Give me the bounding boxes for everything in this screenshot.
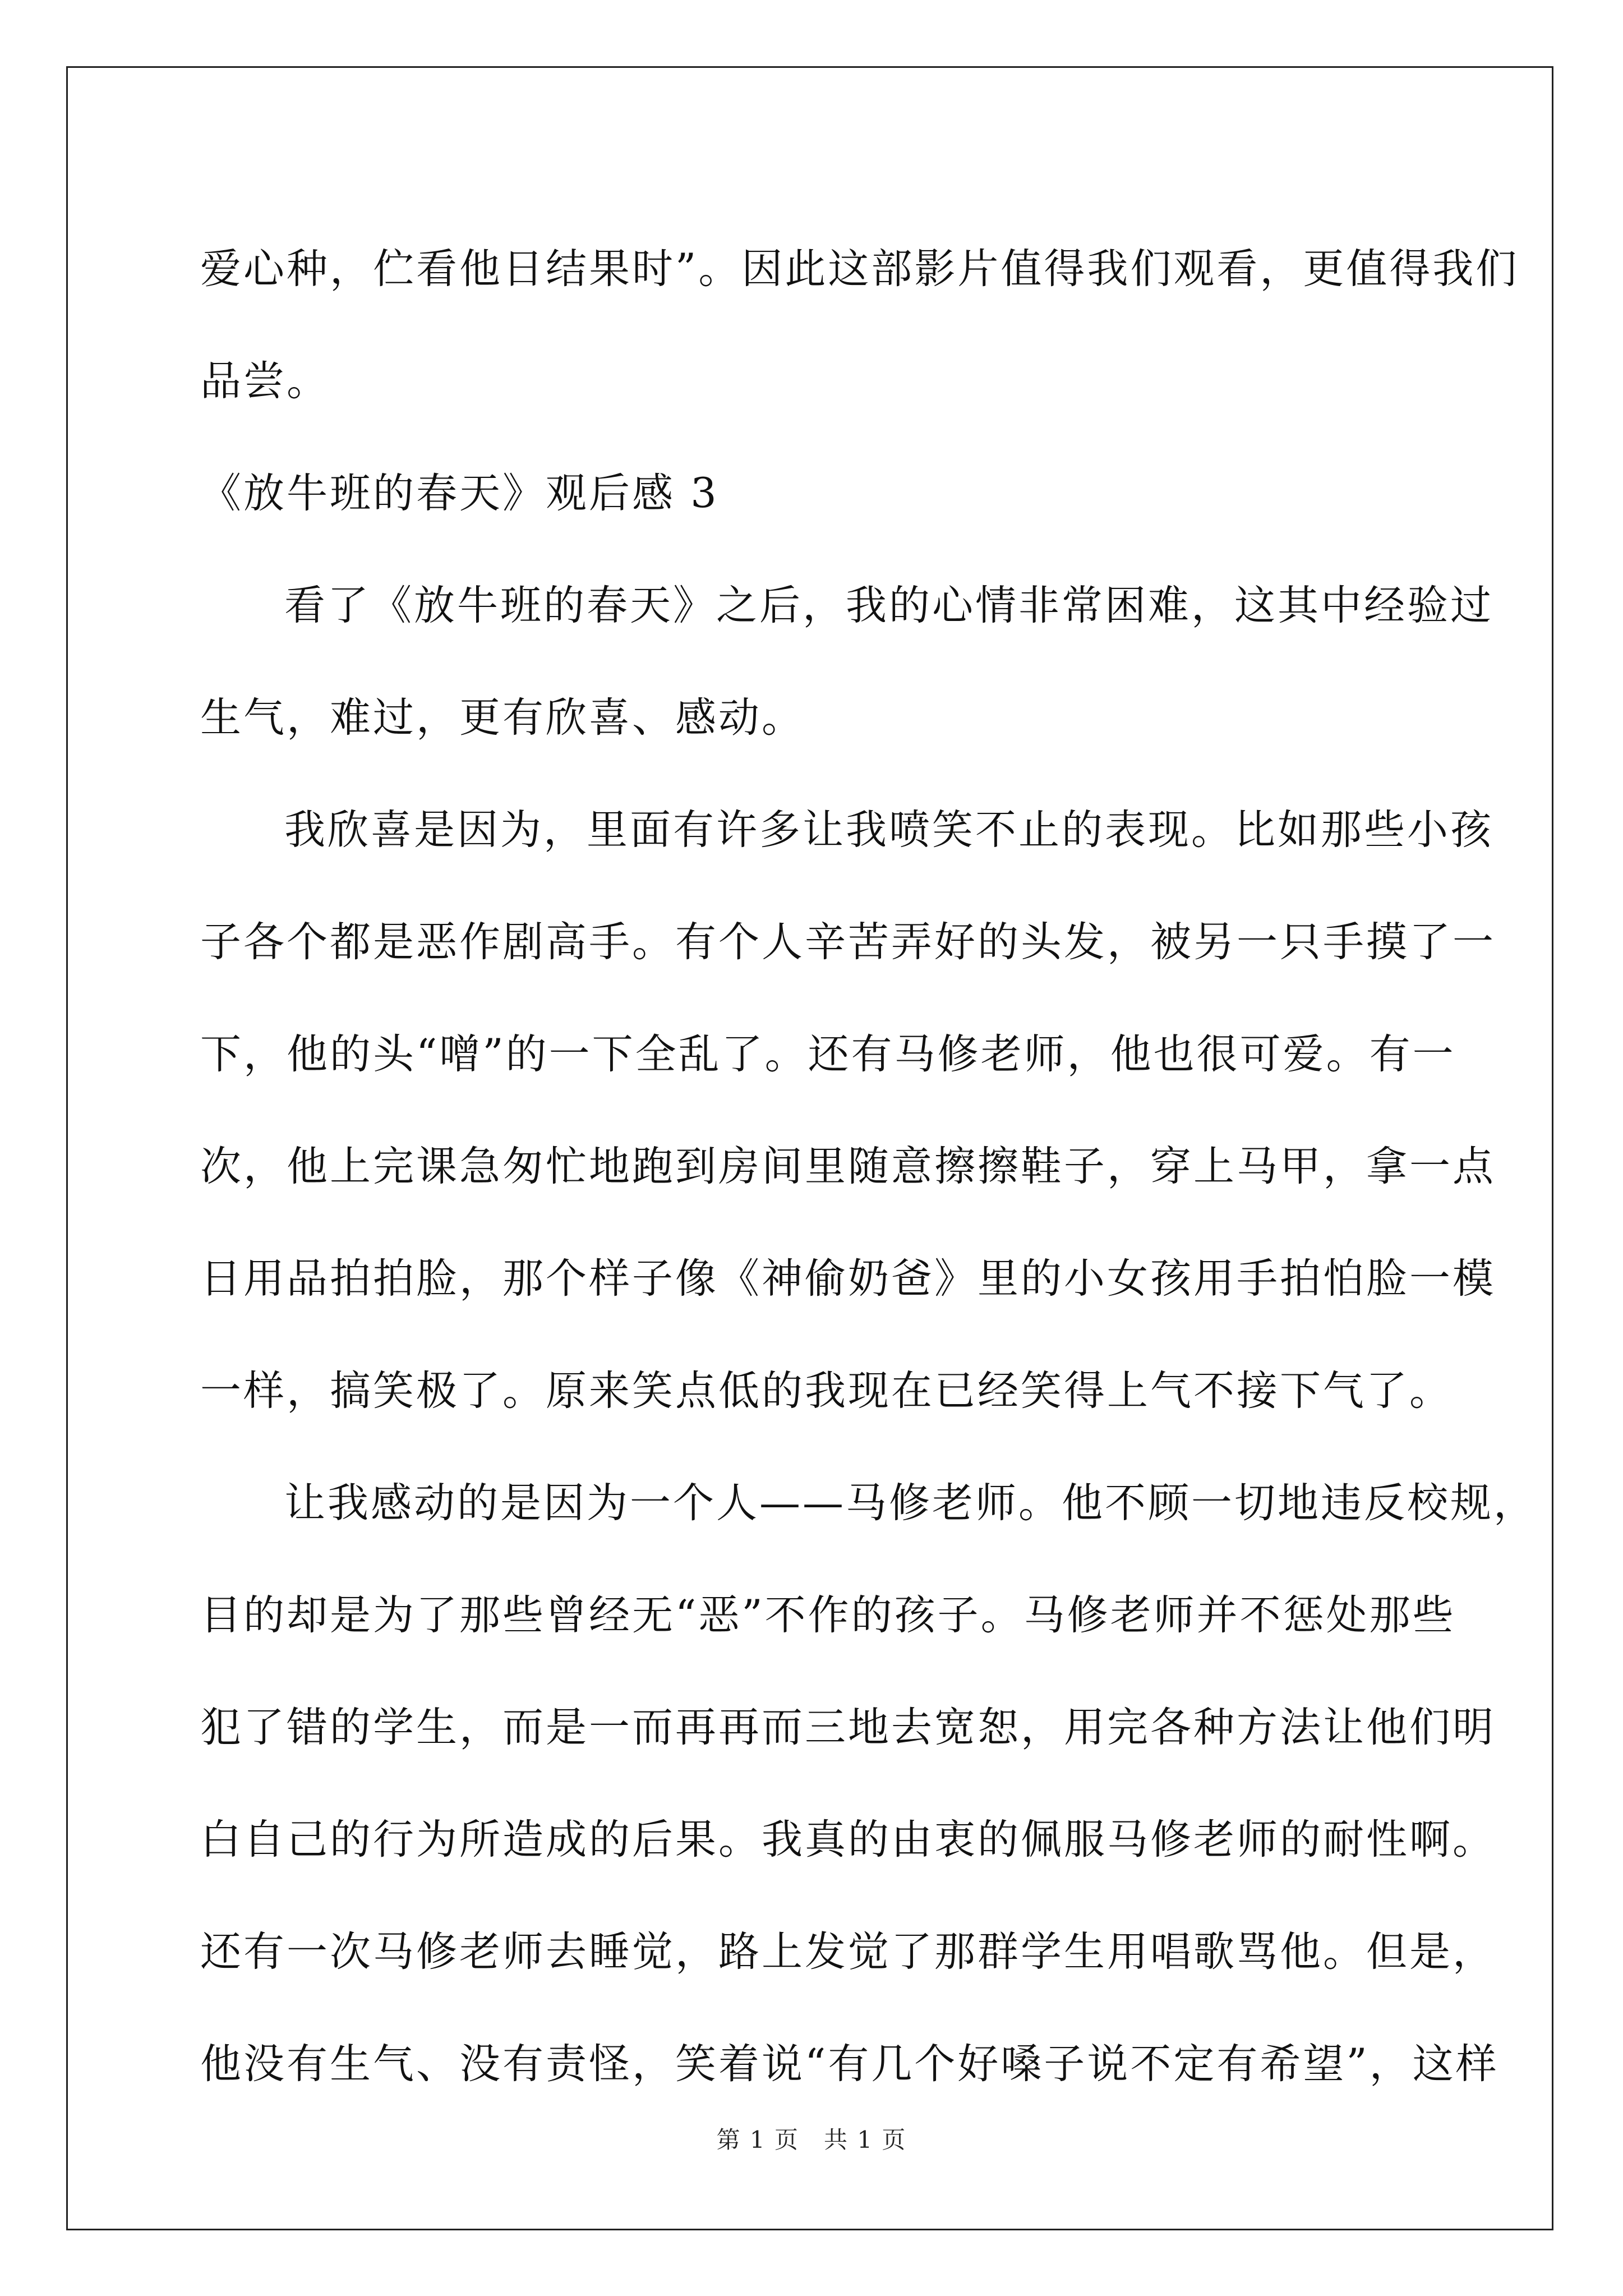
section-title: 《放牛班的春天》观后感 3 bbox=[200, 470, 719, 517]
paragraph-2-line-4: 次，他上完课急匆忙地跑到房间里随意擦擦鞋子，穿上马甲，拿一点 bbox=[200, 1143, 1496, 1190]
paragraph-3-line-3: 犯了错的学生，而是一而再再而三地去宽恕，用完各种方法让他们明 bbox=[200, 1704, 1496, 1751]
text-line-2: 品尝。 bbox=[200, 357, 330, 405]
paragraph-3-line-2: 目的却是为了那些曾经无“恶”不作的孩子。马修老师并不惩处那些 bbox=[200, 1591, 1456, 1639]
paragraph-2-line-2: 子各个都是恶作剧高手。有个人辛苦弄好的头发，被另一只手摸了一 bbox=[200, 918, 1496, 966]
paragraph-1-line-1: 看了《放牛班的春天》之后，我的心情非常困难，这其中经验过 bbox=[284, 582, 1493, 629]
paragraph-1-line-2: 生气，难过，更有欣喜、感动。 bbox=[200, 694, 805, 742]
paragraph-3-line-5: 还有一次马修老师去睡觉，路上发觉了那群学生用唱歌骂他。但是， bbox=[200, 1928, 1496, 1976]
paragraph-2-line-3: 下，他的头“噌”的一下全乱了。还有马修老师，他也很可爱。有一 bbox=[200, 1030, 1456, 1078]
text-line-1: 爱心种，伫看他日结果时”。因此这部影片值得我们观看，更值得我们 bbox=[200, 245, 1519, 293]
paragraph-3-line-4: 白自己的行为所造成的后果。我真的由衷的佩服马修老师的耐性啊。 bbox=[200, 1816, 1496, 1864]
paragraph-3-line-6: 他没有生气、没有责怪，笑着说“有几个好嗓子说不定有希望”，这样 bbox=[200, 2040, 1499, 2088]
document-body bbox=[200, 213, 1537, 2120]
paragraph-2-line-6: 一样，搞笑极了。原来笑点低的我现在已经笑得上气不接下气了。 bbox=[200, 1367, 1453, 1415]
paragraph-2-line-1: 我欣喜是因为，里面有许多让我喷笑不止的表现。比如那些小孩 bbox=[284, 806, 1493, 854]
paragraph-3-line-1: 让我感动的是因为一个人——马修老师。他不顾一切地违反校规， bbox=[284, 1479, 1537, 1527]
page-footer: 第 1 页 共 1 页 bbox=[716, 2126, 907, 2154]
paragraph-2-line-5: 日用品拍拍脸，那个样子像《神偷奶爸》里的小女孩用手拍怕脸一模 bbox=[200, 1255, 1496, 1303]
